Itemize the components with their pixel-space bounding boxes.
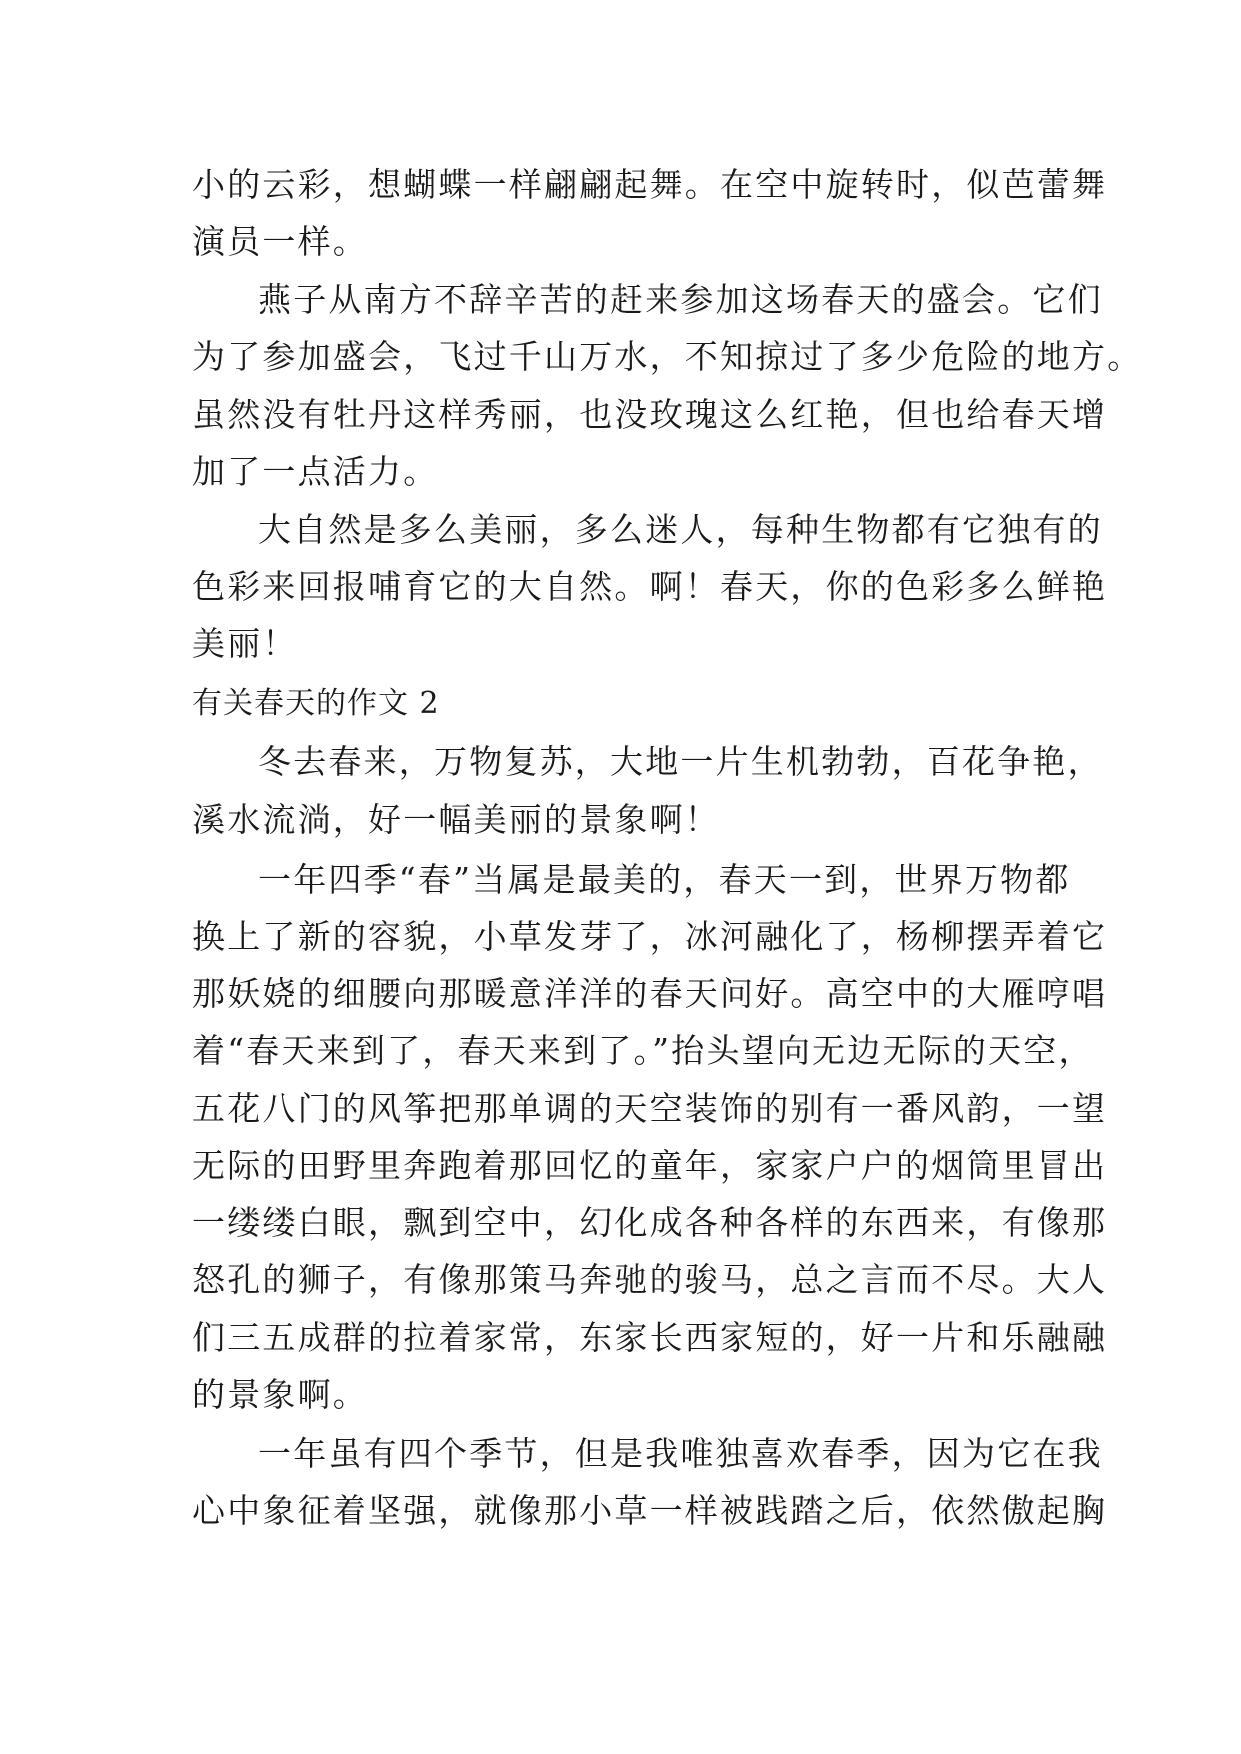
text-line: 加了一点活力。: [192, 452, 439, 491]
text-line: 冬去春来，万物复苏，大地一片生机勃勃，百花争艳，: [258, 742, 1103, 781]
text-line: 一缕缕白眼，飘到空中，幻化成各种各样的东西来，有像那: [192, 1203, 1108, 1242]
text-line: 为了参加盛会，飞过千山万水，不知掠过了多少危险的地方。: [192, 337, 1143, 376]
text-line: 演员一样。: [192, 222, 368, 261]
text-line: 怒孔的狮子，有像那策马奔驰的骏马，总之言而不尽。大人: [192, 1260, 1108, 1299]
text-line: 换上了新的容貌，小草发芽了，冰河融化了，杨柳摆弄着它: [192, 917, 1108, 956]
text-line: 心中象征着坚强，就像那小草一样被践踏之后，依然傲起胸: [192, 1491, 1108, 1530]
text-line: 一年四季“春”当属是最美的，春天一到，世界万物都: [258, 860, 1071, 899]
text-line: 溪水流淌，好一幅美丽的景象啊！: [192, 800, 720, 839]
text-line: 的景象啊。: [192, 1375, 368, 1414]
text-line: 小的云彩，想蝴蝶一样翩翩起舞。在空中旋转时，似芭蕾舞: [192, 165, 1108, 204]
text-line: 大自然是多么美丽，多么迷人，每种生物都有它独有的: [258, 510, 1103, 549]
section-heading: 有关春天的作文 2: [192, 686, 440, 721]
text-line: 色彩来回报哺育它的大自然。啊！春天，你的色彩多么鲜艳: [192, 567, 1108, 606]
text-line: 着“春天来到了，春天来到了。”抬头望向无边无际的天空，: [192, 1031, 1094, 1070]
text-line: 五花八门的风筝把那单调的天空装饰的别有一番风韵，一望: [192, 1089, 1108, 1128]
text-line: 们三五成群的拉着家常，东家长西家短的，好一片和乐融融: [192, 1318, 1108, 1357]
text-line: 虽然没有牡丹这样秀丽，也没玫瑰这么红艳，但也给春天增: [192, 395, 1108, 434]
text-line: 无际的田野里奔跑着那回忆的童年，家家户户的烟筒里冒出: [192, 1146, 1108, 1185]
text-line: 美丽！: [192, 624, 298, 663]
text-line: 燕子从南方不辞辛苦的赶来参加这场春天的盛会。它们: [258, 280, 1103, 319]
text-line: 一年虽有四个季节，但是我唯独喜欢春季，因为它在我: [258, 1434, 1103, 1473]
text-line: 那妖娆的细腰向那暖意洋洋的春天问好。高空中的大雁哼唱: [192, 974, 1108, 1013]
